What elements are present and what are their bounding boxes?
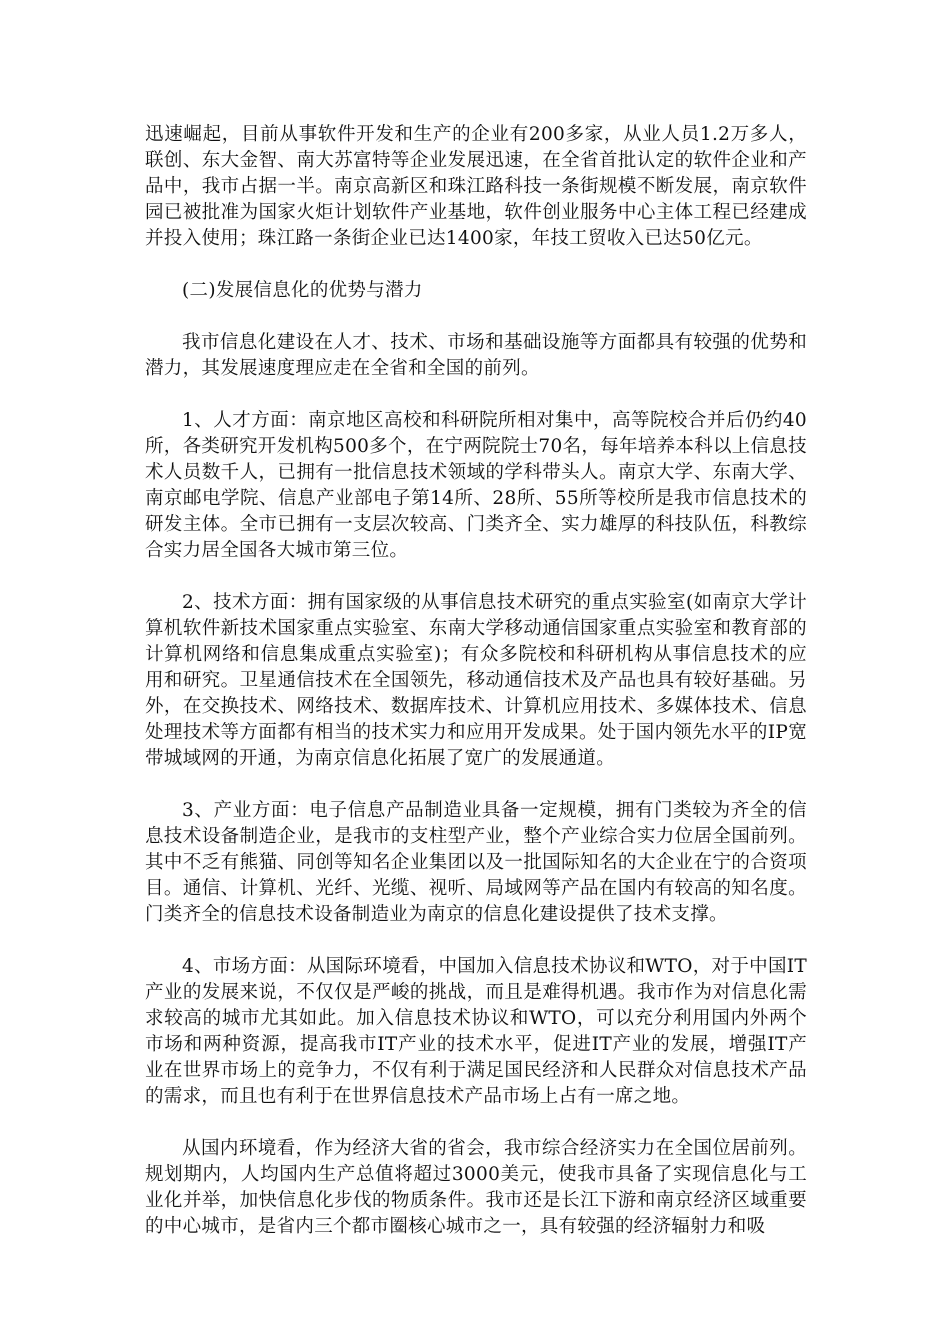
paragraph-software-industry: 迅速崛起，目前从事软件开发和生产的企业有200多家，从业人员1.2万多人，联创、东大金智、南大苏富特等企业发展迅速，在全省首批认定的软件企业和产品中，我市占据一半。南京高新区和珠江路科技一条街规模不断发展，南京软件园已被批准为国家火炬计划软件产业基地，软件创业服务中心主体工程已经建成并投入使用；珠江路一条街企业已达1400家，年技工贸收入已达50亿元。 xyxy=(145,124,807,249)
paragraph-industry: 3、产业方面：电子信息产品制造业具备一定规模，拥有门类较为齐全的信息技术设备制造企业，是我市的支柱型产业，整个产业综合实力位居全国前列。其中不乏有熊猫、同创等知名企业集团以及一批国际知名的大企业在宁的合资项目。通信、计算机、光纤、光缆、视听、局域网等产品在国内有较高的知名度。门类齐全的信息技术设备制造业为南京的信息化建设提供了技术支撑。 xyxy=(145,800,807,925)
document-page xyxy=(145,122,807,1266)
paragraph-advantages-intro: 我市信息化建设在人才、技术、市场和基础设施等方面都具有较强的优势和潜力，其发展速度理应走在全省和全国的前列。 xyxy=(145,332,807,379)
paragraph-technology: 2、技术方面：拥有国家级的从事信息技术研究的重点实验室(如南京大学计算机软件新技术国家重点实验室、东南大学移动通信国家重点实验室和教育部的计算机网络和信息集成重点实验室)；有众多院校和科研机构从事信息技术的应用和研究。卫星通信技术在全国领先，移动通信技术及产品也具有较好基础。另外，在交换技术、网络技术、数据库技术、计算机应用技术、多媒体技术、信息处理技术等方面都有相当的技术实力和应用开发成果。处于国内领先水平的IP宽带城域网的开通，为南京信息化拓展了宽广的发展通道。 xyxy=(145,592,807,769)
paragraph-market-domestic: 从国内环境看，作为经济大省的省会，我市综合经济实力在全国位居前列。规划期内，人均国内生产总值将超过3000美元，使我市具备了实现信息化与工业化并举，加快信息化步伐的物质条件。我市还是长江下游和南京经济区域重要的中心城市，是省内三个都市圈核心城市之一，具有较强的经济辐射力和吸 xyxy=(145,1138,807,1237)
section-heading-advantages: (二)发展信息化的优势与潜力 xyxy=(182,280,423,301)
paragraph-talent: 1、人才方面：南京地区高校和科研院所相对集中，高等院校合并后仍约40所，各类研究开发机构500多个，在宁两院院士70名，每年培养本科以上信息技术人员数千人，已拥有一批信息技术领域的学科带头人。南京大学、东南大学、南京邮电学院、信息产业部电子第14所、28所、55所等校所是我市信息技术的研发主体。全市已拥有一支层次较高、门类齐全、实力雄厚的科技队伍，科教综合实力居全国各大城市第三位。 xyxy=(145,410,807,561)
paragraph-market-international: 4、市场方面：从国际环境看，中国加入信息技术协议和WTO，对于中国IT产业的发展来说，不仅仅是严峻的挑战，而且是难得机遇。我市作为对信息化需求较高的城市尤其如此。加入信息技术协议和WTO，可以充分利用国内外两个市场和两种资源，提高我市IT产业的技术水平，促进IT产业的发展，增强IT产业在世界市场上的竞争力，不仅有利于满足国民经济和人民群众对信息技术产品的需求，而且也有利于在世界信息技术产品市场上占有一席之地。 xyxy=(145,956,807,1107)
